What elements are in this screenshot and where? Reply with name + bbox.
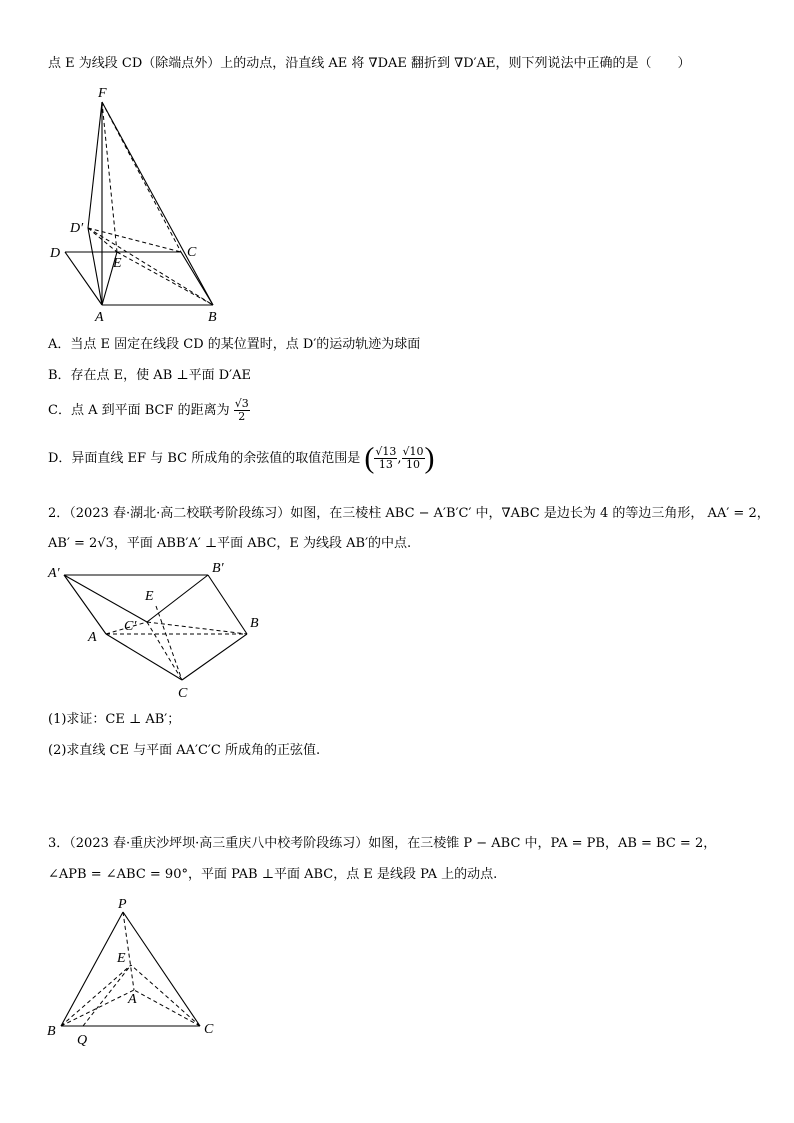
q3-label-P: P [118, 897, 127, 912]
q1-option-a: A．当点 E 固定在线段 CD 的某位置时，点 D′的运动轨迹为球面 [48, 337, 421, 352]
q2-label-Cp: C′ [124, 619, 137, 634]
q1-label-Dp: D′ [70, 221, 84, 236]
q1-label-E: E [113, 256, 122, 271]
q1-label-C: C [187, 245, 197, 260]
q3-label-A: A [128, 992, 137, 1007]
q2-label-Bp: B′ [212, 561, 224, 576]
q1-option-c-text: C．点 A 到平面 BCF 的距离为 [48, 403, 230, 418]
q1-label-B: B [208, 310, 217, 325]
q1-option-d-text: D．异面直线 EF 与 BC 所成角的余弦值的取值范围是 [48, 451, 361, 466]
q2-label-B: B [250, 616, 259, 631]
q3-label-Q: Q [77, 1033, 88, 1048]
q2-sub2: (2)求直线 CE 与平面 AA′C′C 所成角的正弦值. [48, 743, 321, 758]
q3-stem-line1: 3．（2023 春·重庆沙坪坝·高三重庆八中校考阶段练习）如图，在三棱锥 P − ABC 中，PA = PB，AB = BC = 2， [48, 836, 717, 851]
q1-label-F: F [98, 86, 107, 101]
q2-label-C: C [178, 686, 188, 701]
q1-stem: 点 E 为线段 CD（除端点外）上的动点，沿直线 AE 将 ∇DAE 翻折到 ∇D′AE，则下列说法中正确的是（ ） [48, 56, 691, 71]
q1-option-c-num: √3 [234, 397, 249, 410]
q1-option-b: B．存在点 E，使 AB ⊥平面 D′AE [48, 368, 251, 383]
q2-label-A: A [88, 630, 97, 645]
q2-stem-line1: 2．（2023 春·湖北·高二校联考阶段练习）如图，在三棱柱 ABC − A′B′C′ 中，∇ABC 是边长为 4 的等边三角形， AA′ = 2， [48, 506, 770, 521]
q2-sub1: (1)求证：CE ⊥ AB′； [48, 712, 181, 727]
q1-option-d-frac2: $\frac{√10}{10}$ [402, 445, 424, 471]
q3-stem-line2: ∠APB = ∠ABC = 90°，平面 PAB ⊥平面 ABC，点 E 是线段 PA 上的动点. [48, 867, 498, 882]
q2-label-Ap: A′ [48, 566, 60, 581]
q1-option-d-frac1: $\frac{√13}{13}$ [375, 445, 397, 471]
q1-option-c-den: 2 [238, 410, 246, 423]
q1-label-D: D [50, 246, 61, 261]
q3-label-B: B [47, 1024, 56, 1039]
q2-label-E: E [145, 589, 154, 604]
q1-option-d: D．异面直线 EF 与 BC 所成角的余弦值的取值范围是 ( $\frac{√13}{13}$ , $\frac{√10}{10}$ ) [48, 441, 435, 475]
q1-label-A: A [95, 310, 104, 325]
q2-stem-line2: AB′ = 2√3，平面 ABB′A′ ⊥平面 ABC，E 为线段 AB′的中点. [48, 536, 412, 551]
q3-label-C: C [204, 1022, 214, 1037]
q3-label-E: E [117, 951, 126, 966]
